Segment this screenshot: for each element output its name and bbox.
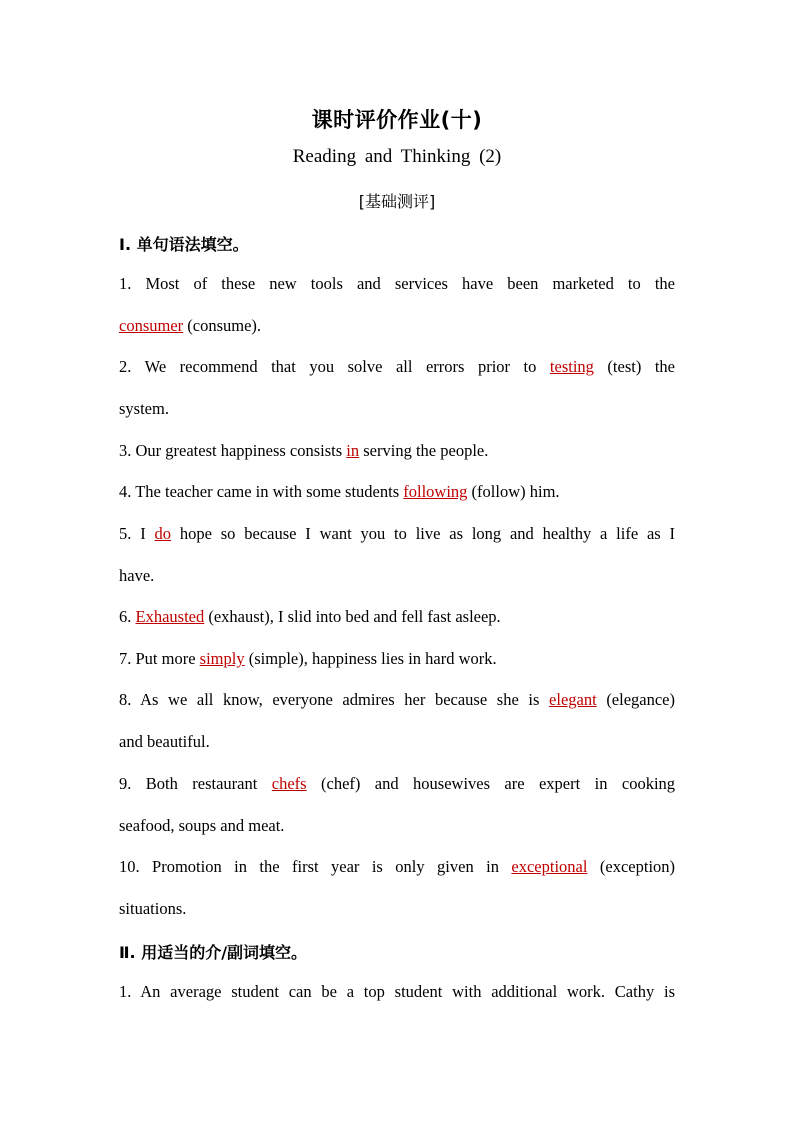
page-subtitle: Reading and Thinking (2)	[292, 146, 502, 167]
question-7-line: 7. Put more simply (simple), happiness lies in hard work.	[119, 649, 497, 668]
answer-9: chefs	[271, 774, 307, 793]
question-8-line: 8. As we all know, everyone admires her because she is elegant (elegance)	[119, 690, 676, 709]
question-3-line: 3. Our greatest happiness consists in serving the people.	[119, 441, 489, 460]
question-6-line: 6. Exhausted (exhaust), I slid into bed and fell fast asleep.	[119, 607, 501, 626]
question-8-cont: and beautiful.	[119, 732, 210, 751]
answer-5: do	[154, 524, 172, 543]
question-5-line: 5. I do hope so because I want you to live as long and healthy a life as I	[119, 524, 676, 543]
question-10-cont: situations.	[119, 899, 187, 918]
section-2-heading: Ⅱ. 用适当的介/副词填空。	[119, 943, 308, 962]
section-1-heading: Ⅰ. 单句语法填空。	[119, 235, 249, 254]
question-1-answer-line: consumer (consume).	[119, 316, 262, 335]
answer-7: simply	[199, 649, 245, 668]
question-4-line: 4. The teacher came in with some students following (follow) him.	[119, 482, 560, 501]
page-title: 课时评价作业(十)	[311, 108, 483, 132]
answer-3: in	[346, 441, 360, 460]
answer-2: testing	[549, 357, 594, 376]
answer-10: exceptional	[511, 857, 588, 876]
section-2-question-1-line: 1. An average student can be a top student with additional work. Cathy is	[119, 982, 675, 1001]
question-2-line: 2. We recommend that you solve all errors prior to testing (test) the	[119, 357, 675, 376]
question-2-cont: system.	[119, 399, 169, 418]
answer-4: following	[403, 482, 468, 501]
answer-8: elegant	[549, 690, 597, 709]
answer-6: Exhausted	[135, 607, 205, 626]
question-5-cont: have.	[119, 566, 155, 585]
answer-1: consumer	[119, 316, 184, 335]
question-9-cont: seafood, soups and meat.	[119, 816, 285, 835]
question-1-line: 1. Most of these new tools and services have been marketed to the	[119, 274, 675, 293]
question-9-line: 9. Both restaurant chefs (chef) and housewives are expert in cooking	[119, 774, 676, 793]
section-tag: [基础测评]	[358, 192, 436, 211]
question-10-line: 10. Promotion in the first year is only given in exceptional (exception)	[119, 857, 676, 876]
